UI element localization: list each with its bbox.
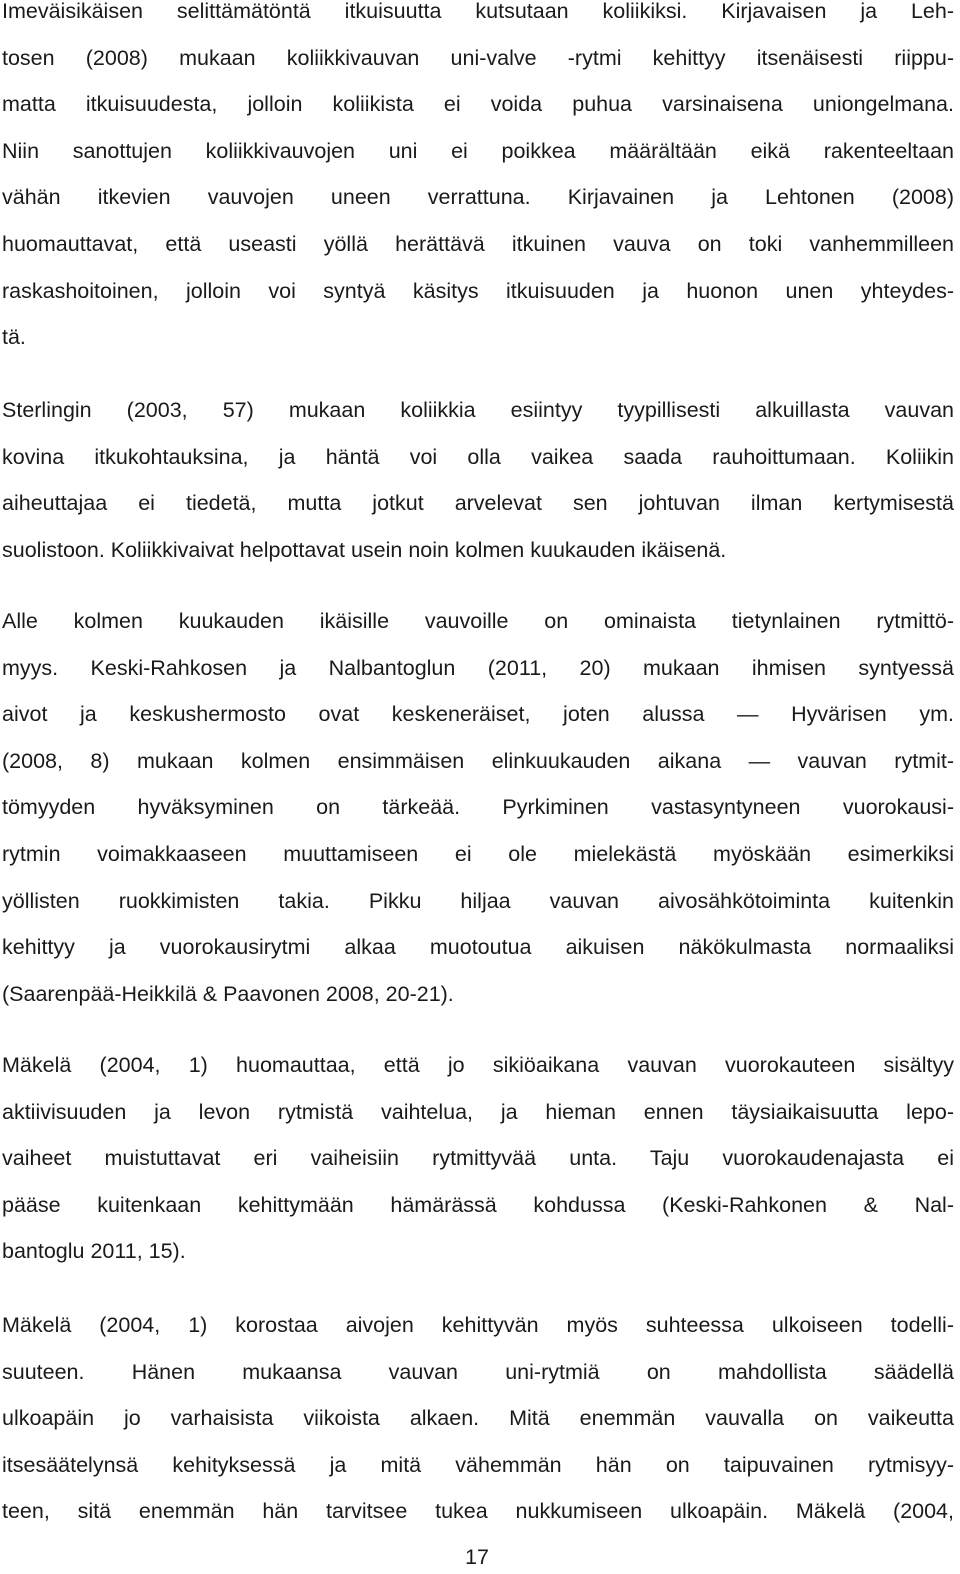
- text-line: aktiivisuuden ja levon rytmistä vaihtelua, ja hieman ennen täysiaikaisuutta lepo-: [2, 1099, 954, 1124]
- text-line: tömyyden hyväksyminen on tärkeää. Pyrkiminen vastasyntyneen vuorokausi-: [2, 795, 954, 820]
- page-number: 17: [465, 1545, 489, 1569]
- paragraph-makela-prenatal: [2, 1042, 954, 1275]
- text-line: Mäkelä (2004, 1) huomauttaa, että jo sikiöaikana vauvan vuorokauteen sisältyy: [2, 1053, 954, 1077]
- text-line: kehittyy ja vuorokausirytmi alkaa muotoutua aikuisen näkökulmasta normaaliksi: [2, 935, 954, 960]
- text-line: pääse kuitenkaan kehittymään hämärässä kohdussa (Keski-Rahkonen & Nal-: [2, 1192, 954, 1217]
- text-line: (Saarenpää-Heikkilä & Paavonen 2008, 20-21).: [2, 981, 454, 1006]
- text-line: vähän itkevien vauvojen uneen verrattuna. Kirjavainen ja Lehtonen (2008): [2, 185, 954, 210]
- text-line: (2008, 8) mukaan kolmen ensimmäisen elinkuukauden aikana — vauvan rytmit-: [2, 748, 954, 773]
- text-line: kovina itkukohtauksina, ja häntä voi olla vaikea saada rauhoittumaan. Koliikin: [2, 444, 954, 469]
- text-line: Sterlingin (2003, 57) mukaan koliikkia esiintyy tyypillisesti alkuillasta vauvan: [2, 398, 954, 422]
- text-line: aiheuttajaa ei tiedetä, mutta jotkut arvelevat sen johtuvan ilman kertymisestä: [2, 491, 954, 516]
- text-line: myys. Keski-Rahkosen ja Nalbantoglun (2011, 20) mukaan ihmisen syntyessä: [2, 655, 954, 680]
- paragraph-makela-regulation: [2, 1302, 954, 1535]
- text-line: Imeväisikäisen selittämätöntä itkuisuutta kutsutaan koliikiksi. Kirjavaisen ja Leh-: [2, 0, 954, 23]
- text-line: yöllisten ruokkimisten takia. Pikku hiljaa vauvan aivosähkötoiminta kuitenkin: [2, 888, 954, 913]
- text-line: vaiheet muistuttavat eri vaiheisiin rytmittyvää unta. Taju vuorokaudenajasta ei: [2, 1146, 954, 1171]
- text-line: Niin sanottujen koliikkivauvojen uni ei poikkea määrältään eikä rakenteeltaan: [2, 138, 954, 163]
- text-line: ulkoapäin jo varhaisista viikoista alkaen. Mitä enemmän vauvalla on vaikeutta: [2, 1406, 954, 1431]
- text-line: raskashoitoinen, jolloin voi syntyä käsitys itkuisuuden ja huonon unen yhteydes-: [2, 278, 954, 303]
- text-line: matta itkuisuudesta, jolloin koliikista ei voida puhua varsinaisena uniongelmana.: [2, 92, 954, 117]
- paragraph-sterling: [2, 387, 954, 573]
- text-line: tä.: [2, 325, 26, 350]
- text-line: huomauttavat, että useasti yöllä herättävä itkuinen vauva on toki vanhemmilleen: [2, 231, 954, 256]
- paragraph-colic: [2, 0, 954, 361]
- text-line: suolistoon. Koliikkivaivat helpottavat usein noin kolmen kuukauden ikäisenä.: [2, 537, 727, 562]
- text-line: tosen (2008) mukaan koliikkivauvan uni-valve -rytmi kehittyy itsenäisesti riippu-: [2, 45, 954, 70]
- text-line: bantoglu 2011, 15).: [2, 1239, 186, 1264]
- text-line: suuteen. Hänen mukaansa vauvan uni-rytmiä on mahdollista säädellä: [2, 1359, 954, 1384]
- text-line: Alle kolmen kuukauden ikäisille vauvoille on ominaista tietynlainen rytmittö-: [2, 609, 954, 633]
- text-line: rytmin voimakkaaseen muuttamiseen ei ole mielekästä myöskään esimerkiksi: [2, 841, 954, 866]
- text-line: teen, sitä enemmän hän tarvitsee tukea nukkumiseen ulkoapäin. Mäkelä (2004,: [2, 1499, 954, 1524]
- text-line: Mäkelä (2004, 1) korostaa aivojen kehittyvän myös suhteessa ulkoiseen todelli-: [2, 1313, 954, 1337]
- text-line: itsesäätelynsä kehityksessä ja mitä vähemmän hän on taipuvainen rytmisyy-: [2, 1452, 954, 1477]
- paragraph-rhythm: [2, 598, 954, 1017]
- text-line: aivot ja keskushermosto ovat keskeneräiset, joten alussa — Hyvärisen ym.: [2, 702, 954, 727]
